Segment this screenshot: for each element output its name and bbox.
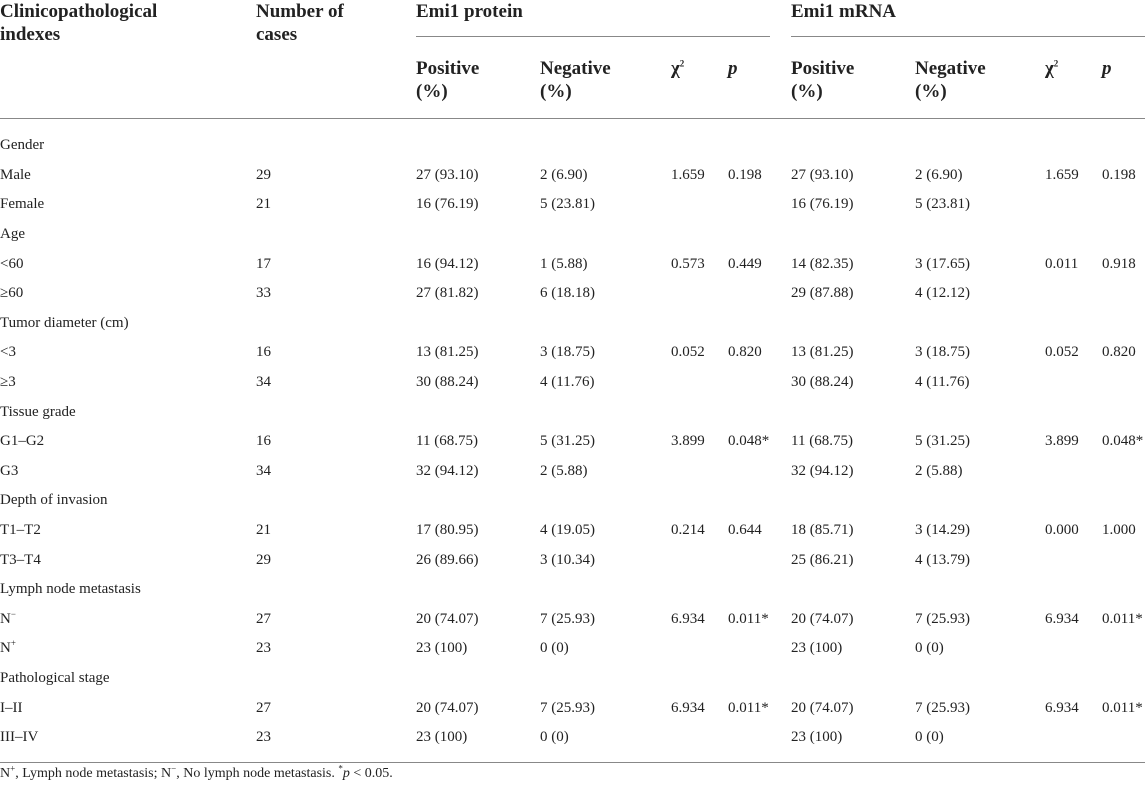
category-label: Depth of invasion — [0, 492, 108, 509]
cell-p-neg: 5 (23.81) — [540, 196, 595, 213]
protein-group-rule — [416, 36, 770, 37]
cell-p-pos: 20 (74.07) — [416, 610, 479, 627]
cell-m-neg: 7 (25.93) — [915, 610, 970, 627]
table-row — [0, 368, 1145, 398]
cell-m-neg: 4 (11.76) — [915, 374, 970, 391]
category-row — [0, 309, 1145, 339]
cell-m-neg: 5 (23.81) — [915, 196, 970, 213]
cell-p-p — [728, 457, 791, 487]
header-protein-positive: Positive (%) — [416, 58, 480, 102]
cell-m-chi — [1045, 279, 1102, 309]
cell-p-p — [728, 545, 791, 575]
cell-p-pos: 17 (80.95) — [416, 522, 479, 539]
cell-m-neg: 2 (5.88) — [915, 462, 963, 479]
cell-p-chi — [671, 634, 728, 664]
cell-p-p — [728, 634, 791, 664]
cell-m-chi: 0.052 — [1045, 344, 1079, 361]
header-mrna-chi-square: $\chi^2$ — [1045, 58, 1059, 79]
table-footnote: N+, Lymph node metastasis; N−, No lymph node metastasis. *p < 0.05. — [0, 763, 393, 781]
cell-m-p: 1.000 — [1102, 522, 1136, 539]
cell-m-pos: 11 (68.75) — [791, 433, 853, 450]
cell-m-pos: 25 (86.21) — [791, 551, 854, 568]
cell-m-chi: 6.934 — [1045, 699, 1079, 716]
row-label: I–II — [0, 699, 23, 716]
cell-p-pos: 20 (74.07) — [416, 699, 479, 716]
category-label: Pathological stage — [0, 669, 110, 686]
header-protein-p: p — [728, 58, 738, 79]
mrna-group-rule — [791, 36, 1145, 37]
cell-m-p — [1102, 723, 1145, 753]
cell-p-neg: 0 (0) — [540, 640, 569, 657]
cell-p-chi — [671, 723, 728, 753]
table-row — [0, 545, 1145, 575]
cell-p-neg: 4 (11.76) — [540, 374, 595, 391]
cell-m-p: 0.011* — [1102, 699, 1143, 716]
cell-p-neg: 7 (25.93) — [540, 699, 595, 716]
cell-p-p — [728, 279, 791, 309]
category-label: Tissue grade — [0, 403, 76, 420]
cell-p-p: 0.644 — [728, 522, 762, 539]
cell-p-pos: 16 (94.12) — [416, 255, 479, 272]
cell-m-neg: 3 (18.75) — [915, 344, 970, 361]
cell-m-neg: 0 (0) — [915, 640, 944, 657]
cell-p-p: 0.011* — [728, 699, 769, 716]
cell-m-chi — [1045, 545, 1102, 575]
table-row — [0, 634, 1145, 664]
header-mrna-positive: Positive (%) — [791, 58, 855, 102]
cell-cases: 27 — [256, 610, 271, 627]
cell-cases: 16 — [256, 344, 271, 361]
cell-m-neg: 4 (13.79) — [915, 551, 970, 568]
cell-cases: 29 — [256, 166, 271, 183]
cell-cases: 34 — [256, 374, 271, 391]
cell-m-chi — [1045, 190, 1102, 220]
cell-cases: 23 — [256, 729, 271, 746]
cell-m-pos: 20 (74.07) — [791, 610, 854, 627]
cell-m-pos: 23 (100) — [791, 729, 843, 746]
cell-cases: 34 — [256, 462, 271, 479]
category-row — [0, 131, 1145, 161]
cell-m-p: 0.198 — [1102, 166, 1136, 183]
cell-m-chi — [1045, 457, 1102, 487]
cell-p-chi — [671, 190, 728, 220]
table-row — [0, 723, 1145, 753]
cell-p-pos: 13 (81.25) — [416, 344, 479, 361]
cell-p-pos: 27 (81.82) — [416, 285, 479, 302]
category-row — [0, 664, 1145, 694]
cell-cases: 29 — [256, 551, 271, 568]
row-label: G3 — [0, 462, 19, 479]
cell-m-p: 0.918 — [1102, 255, 1136, 272]
cell-p-chi: 1.659 — [671, 166, 705, 183]
cell-p-chi: 0.573 — [671, 255, 705, 272]
cell-m-neg: 4 (12.12) — [915, 285, 970, 302]
cell-p-neg: 1 (5.88) — [540, 255, 588, 272]
cell-m-p: 0.820 — [1102, 344, 1136, 361]
cell-p-chi — [671, 368, 728, 398]
cell-m-neg: 2 (6.90) — [915, 166, 963, 183]
cell-p-p: 0.449 — [728, 255, 762, 272]
table-row — [0, 338, 1145, 368]
cell-m-p: 0.011* — [1102, 610, 1143, 627]
cell-p-p: 0.048* — [728, 433, 770, 450]
table-row — [0, 190, 1145, 220]
row-label: N+ — [0, 638, 16, 657]
cell-m-chi: 1.659 — [1045, 166, 1079, 183]
header-protein-chi-square: $\chi^2$ — [671, 58, 685, 79]
category-label: Age — [0, 226, 25, 243]
cell-cases: 21 — [256, 196, 271, 213]
category-label: Lymph node metastasis — [0, 581, 141, 598]
cell-m-neg: 3 (14.29) — [915, 522, 970, 539]
row-label: III–IV — [0, 729, 39, 746]
cell-p-chi: 6.934 — [671, 699, 705, 716]
cell-m-chi: 0.011 — [1045, 255, 1079, 272]
category-label: Tumor diameter (cm) — [0, 314, 129, 331]
cell-p-chi: 0.214 — [671, 522, 705, 539]
cell-m-pos: 32 (94.12) — [791, 462, 854, 479]
header-mrna-p: p — [1102, 58, 1112, 79]
table-row — [0, 249, 1145, 279]
cell-p-chi: 6.934 — [671, 610, 705, 627]
cell-m-neg: 5 (31.25) — [915, 433, 970, 450]
cell-m-chi: 0.000 — [1045, 522, 1079, 539]
category-row — [0, 220, 1145, 250]
row-label: <60 — [0, 255, 24, 272]
cell-p-chi — [671, 457, 728, 487]
cell-m-p — [1102, 279, 1145, 309]
category-row — [0, 397, 1145, 427]
cell-p-p — [728, 190, 791, 220]
cell-cases: 21 — [256, 522, 271, 539]
cell-p-pos: 32 (94.12) — [416, 462, 479, 479]
row-label: T1–T2 — [0, 522, 41, 539]
header-clinicopathological-indexes: Clinicopathological indexes — [0, 1, 158, 45]
cell-m-pos: 23 (100) — [791, 640, 843, 657]
header-emi1-mrna: Emi1 mRNA — [791, 1, 897, 22]
row-label: Male — [0, 166, 31, 183]
cell-m-pos: 27 (93.10) — [791, 166, 854, 183]
cell-cases: 27 — [256, 699, 271, 716]
cell-p-p — [728, 368, 791, 398]
cell-p-pos: 23 (100) — [416, 640, 468, 657]
cell-m-pos: 13 (81.25) — [791, 344, 854, 361]
cell-p-p — [728, 723, 791, 753]
cell-m-p — [1102, 634, 1145, 664]
row-label: Female — [0, 196, 45, 213]
cell-cases: 16 — [256, 433, 271, 450]
cell-p-chi: 3.899 — [671, 433, 705, 450]
header-emi1-protein: Emi1 protein — [416, 1, 523, 22]
cell-cases: 33 — [256, 285, 271, 302]
cell-p-pos: 26 (89.66) — [416, 551, 479, 568]
cell-m-chi — [1045, 634, 1102, 664]
header-mrna-negative: Negative (%) — [915, 58, 986, 102]
header-bottom-rule — [0, 118, 1145, 119]
cell-p-neg: 0 (0) — [540, 729, 569, 746]
header-number-of-cases: Number of cases — [256, 1, 344, 45]
header-protein-negative: Negative (%) — [540, 58, 611, 102]
cell-p-neg: 3 (10.34) — [540, 551, 595, 568]
row-label: ≥3 — [0, 374, 16, 391]
data-table — [0, 131, 1145, 752]
cell-m-chi — [1045, 723, 1102, 753]
cell-p-pos: 16 (76.19) — [416, 196, 479, 213]
cell-m-pos: 20 (74.07) — [791, 699, 854, 716]
row-label: <3 — [0, 344, 16, 361]
cell-cases: 23 — [256, 640, 271, 657]
table-row — [0, 279, 1145, 309]
table-row — [0, 457, 1145, 487]
cell-p-pos: 27 (93.10) — [416, 166, 479, 183]
table-row — [0, 427, 1145, 457]
table-row — [0, 605, 1145, 635]
cell-m-chi: 3.899 — [1045, 433, 1079, 450]
category-row — [0, 575, 1145, 605]
cell-m-p — [1102, 368, 1145, 398]
cell-m-chi — [1045, 368, 1102, 398]
cell-m-pos: 30 (88.24) — [791, 374, 854, 391]
cell-m-pos: 14 (82.35) — [791, 255, 854, 272]
table-row — [0, 161, 1145, 191]
cell-p-chi: 0.052 — [671, 344, 705, 361]
cell-p-chi — [671, 545, 728, 575]
cell-p-p: 0.011* — [728, 610, 769, 627]
cell-cases: 17 — [256, 255, 271, 272]
cell-p-neg: 7 (25.93) — [540, 610, 595, 627]
cell-p-chi — [671, 279, 728, 309]
cell-p-p: 0.820 — [728, 344, 762, 361]
cell-p-neg: 2 (5.88) — [540, 462, 588, 479]
cell-m-neg: 3 (17.65) — [915, 255, 970, 272]
table-row — [0, 693, 1145, 723]
row-label: G1–G2 — [0, 433, 45, 450]
cell-m-neg: 0 (0) — [915, 729, 944, 746]
cell-p-pos: 23 (100) — [416, 729, 468, 746]
cell-m-pos: 18 (85.71) — [791, 522, 854, 539]
cell-m-pos: 29 (87.88) — [791, 285, 854, 302]
cell-p-p: 0.198 — [728, 166, 762, 183]
cell-p-neg: 6 (18.18) — [540, 285, 595, 302]
cell-m-pos: 16 (76.19) — [791, 196, 854, 213]
cell-p-neg: 5 (31.25) — [540, 433, 595, 450]
row-label: T3–T4 — [0, 551, 41, 568]
cell-p-neg: 3 (18.75) — [540, 344, 595, 361]
cell-m-neg: 7 (25.93) — [915, 699, 970, 716]
row-label: ≥60 — [0, 285, 24, 302]
cell-p-neg: 4 (19.05) — [540, 522, 595, 539]
cell-m-p — [1102, 190, 1145, 220]
cell-p-pos: 11 (68.75) — [416, 433, 478, 450]
row-label: N− — [0, 608, 16, 627]
cell-m-p — [1102, 545, 1145, 575]
table-row — [0, 516, 1145, 546]
category-label: Gender — [0, 137, 45, 154]
category-row — [0, 486, 1145, 516]
cell-m-p: 0.048* — [1102, 433, 1144, 450]
cell-p-neg: 2 (6.90) — [540, 166, 588, 183]
cell-m-chi: 6.934 — [1045, 610, 1079, 627]
cell-m-p — [1102, 457, 1145, 487]
cell-p-pos: 30 (88.24) — [416, 374, 479, 391]
